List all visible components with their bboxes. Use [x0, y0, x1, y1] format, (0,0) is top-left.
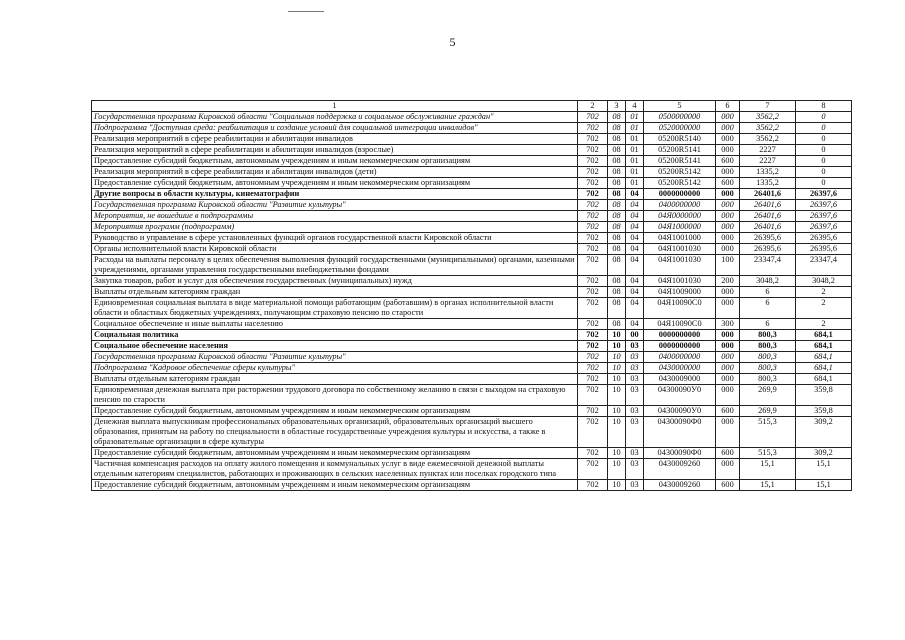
subsection-cell: 03	[626, 448, 644, 459]
expense-type-cell: 600	[716, 156, 740, 167]
amount-2020-cell: 26395,6	[796, 244, 852, 255]
expense-type-cell: 000	[716, 123, 740, 134]
amount-2019-cell: 269,9	[740, 406, 796, 417]
section-cell: 08	[608, 287, 626, 298]
target-article-cell: 0430009260	[644, 459, 716, 480]
table-row	[92, 156, 852, 167]
chapter-cell: 702	[578, 298, 608, 319]
section-cell: 08	[608, 123, 626, 134]
expense-type-cell: 000	[716, 112, 740, 123]
amount-2020-cell: 0	[796, 156, 852, 167]
expense-type-cell: 000	[716, 352, 740, 363]
amount-2020-cell: 26395,6	[796, 233, 852, 244]
table-row	[92, 178, 852, 189]
table-row	[92, 287, 852, 298]
expense-type-cell: 000	[716, 341, 740, 352]
column-header: 4	[626, 101, 644, 112]
subsection-cell: 04	[626, 222, 644, 233]
column-header: 5	[644, 101, 716, 112]
name-cell: Реализация мероприятий в сфере реабилитации и абилитации инвалидов (взрослые)	[92, 145, 578, 156]
chapter-cell: 702	[578, 417, 608, 448]
chapter-cell: 702	[578, 363, 608, 374]
column-header: 8	[796, 101, 852, 112]
target-article-cell: 0500000000	[644, 112, 716, 123]
amount-2020-cell: 0	[796, 134, 852, 145]
expense-type-cell: 000	[716, 222, 740, 233]
target-article-cell: 04300090Ф0	[644, 448, 716, 459]
chapter-cell: 702	[578, 145, 608, 156]
amount-2020-cell: 309,2	[796, 417, 852, 448]
amount-2019-cell: 515,3	[740, 448, 796, 459]
section-cell: 08	[608, 134, 626, 145]
chapter-cell: 702	[578, 211, 608, 222]
expense-type-cell: 000	[716, 233, 740, 244]
chapter-cell: 702	[578, 255, 608, 276]
target-article-cell: 04300090У0	[644, 385, 716, 406]
chapter-cell: 702	[578, 385, 608, 406]
target-article-cell: 05200R5142	[644, 178, 716, 189]
chapter-cell: 702	[578, 156, 608, 167]
expense-type-cell: 000	[716, 134, 740, 145]
subsection-cell: 03	[626, 406, 644, 417]
target-article-cell: 05200R5142	[644, 167, 716, 178]
amount-2020-cell: 2	[796, 319, 852, 330]
chapter-cell: 702	[578, 134, 608, 145]
amount-2019-cell: 800,3	[740, 374, 796, 385]
amount-2020-cell: 26397,6	[796, 222, 852, 233]
chapter-cell: 702	[578, 480, 608, 491]
name-cell: Выплаты отдельным категориям граждан	[92, 287, 578, 298]
subsection-cell: 04	[626, 189, 644, 200]
target-article-cell: 0400000000	[644, 200, 716, 211]
chapter-cell: 702	[578, 406, 608, 417]
amount-2019-cell: 1335,2	[740, 167, 796, 178]
amount-2019-cell: 26395,6	[740, 244, 796, 255]
subsection-cell: 03	[626, 363, 644, 374]
name-cell: Мероприятия программ (подпрограмм)	[92, 222, 578, 233]
name-cell: Социальное обеспечение и иные выплаты населению	[92, 319, 578, 330]
target-article-cell: 0000000000	[644, 341, 716, 352]
expense-type-cell: 600	[716, 448, 740, 459]
amount-2019-cell: 2227	[740, 145, 796, 156]
amount-2019-cell: 800,3	[740, 341, 796, 352]
column-header: 1	[92, 101, 578, 112]
section-cell: 08	[608, 112, 626, 123]
table-row	[92, 200, 852, 211]
chapter-cell: 702	[578, 222, 608, 233]
subsection-cell: 04	[626, 298, 644, 319]
table-row	[92, 448, 852, 459]
chapter-cell: 702	[578, 287, 608, 298]
subsection-cell: 03	[626, 374, 644, 385]
section-cell: 10	[608, 480, 626, 491]
chapter-cell: 702	[578, 448, 608, 459]
subsection-cell: 04	[626, 233, 644, 244]
name-cell: Закупка товаров, работ и услуг для обеспечения государственных (муниципальных) нужд	[92, 276, 578, 287]
subsection-cell: 01	[626, 178, 644, 189]
table-row	[92, 211, 852, 222]
subsection-cell: 01	[626, 145, 644, 156]
table-row	[92, 319, 852, 330]
table-row	[92, 123, 852, 134]
name-cell: Государственная программа Кировской области "Социальная поддержка и социальное обслуживание граждан"	[92, 112, 578, 123]
target-article-cell: 04Я10090С0	[644, 298, 716, 319]
amount-2020-cell: 0	[796, 145, 852, 156]
name-cell: Государственная программа Кировской области "Развитие культуры"	[92, 200, 578, 211]
target-article-cell: 0430009000	[644, 374, 716, 385]
subsection-cell: 00	[626, 330, 644, 341]
amount-2019-cell: 26401,6	[740, 222, 796, 233]
section-cell: 08	[608, 178, 626, 189]
subsection-cell: 04	[626, 276, 644, 287]
expense-type-cell: 000	[716, 459, 740, 480]
expense-type-cell: 000	[716, 363, 740, 374]
target-article-cell: 04Я1001030	[644, 255, 716, 276]
chapter-cell: 702	[578, 330, 608, 341]
name-cell: Другие вопросы в области культуры, кинематографии	[92, 189, 578, 200]
section-cell: 10	[608, 417, 626, 448]
expense-type-cell: 000	[716, 298, 740, 319]
expense-type-cell: 600	[716, 406, 740, 417]
name-cell: Социальная политика	[92, 330, 578, 341]
name-cell: Предоставление субсидий бюджетным, автономным учреждениям и иным некоммерческим организациям	[92, 406, 578, 417]
section-cell: 08	[608, 222, 626, 233]
table-row	[92, 222, 852, 233]
name-cell: Государственная программа Кировской области "Развитие культуры"	[92, 352, 578, 363]
chapter-cell: 702	[578, 200, 608, 211]
section-cell: 10	[608, 385, 626, 406]
table-row	[92, 244, 852, 255]
amount-2020-cell: 2	[796, 287, 852, 298]
expense-type-cell: 600	[716, 480, 740, 491]
amount-2019-cell: 6	[740, 298, 796, 319]
section-cell: 08	[608, 167, 626, 178]
subsection-cell: 03	[626, 352, 644, 363]
expense-type-cell: 000	[716, 417, 740, 448]
amount-2020-cell: 15,1	[796, 459, 852, 480]
amount-2019-cell: 515,3	[740, 417, 796, 448]
table-row	[92, 112, 852, 123]
subsection-cell: 03	[626, 480, 644, 491]
name-cell: Денежная выплата выпускникам профессиональных образовательных организаций, образовательных организаций высшего образования, принятым на работу по специальности в областные государственные учреждения культуры и искусства, а также в образовательные организации в сфере культуры	[92, 417, 578, 448]
table-row	[92, 233, 852, 244]
amount-2019-cell: 3562,2	[740, 123, 796, 134]
name-cell: Выплаты отдельным категориям граждан	[92, 374, 578, 385]
section-cell: 08	[608, 233, 626, 244]
name-cell: Реализация мероприятий в сфере реабилитации и абилитации инвалидов (дети)	[92, 167, 578, 178]
expense-type-cell: 000	[716, 374, 740, 385]
column-header: 7	[740, 101, 796, 112]
amount-2019-cell: 3562,2	[740, 112, 796, 123]
amount-2019-cell: 800,3	[740, 330, 796, 341]
page-number: 5	[449, 35, 456, 49]
chapter-cell: 702	[578, 189, 608, 200]
section-cell: 10	[608, 352, 626, 363]
name-cell: Расходы на выплаты персоналу в целях обеспечения выполнения функций государственными (муниципальными) органами, казенными учреждениями, органами управления государственными внебюджетными фондами	[92, 255, 578, 276]
section-cell: 08	[608, 298, 626, 319]
expense-type-cell: 000	[716, 287, 740, 298]
column-header: 6	[716, 101, 740, 112]
section-cell: 10	[608, 341, 626, 352]
expense-type-cell: 000	[716, 200, 740, 211]
table-row	[92, 298, 852, 319]
subsection-cell: 01	[626, 134, 644, 145]
amount-2019-cell: 6	[740, 319, 796, 330]
chapter-cell: 702	[578, 459, 608, 480]
amount-2020-cell: 684,1	[796, 352, 852, 363]
expense-type-cell: 000	[716, 167, 740, 178]
subsection-cell: 01	[626, 123, 644, 134]
expense-type-cell: 300	[716, 319, 740, 330]
subsection-cell: 01	[626, 112, 644, 123]
name-cell: Органы исполнительной власти Кировской области	[92, 244, 578, 255]
amount-2019-cell: 15,1	[740, 480, 796, 491]
expense-type-cell: 200	[716, 276, 740, 287]
amount-2019-cell: 3048,2	[740, 276, 796, 287]
section-cell: 08	[608, 276, 626, 287]
chapter-cell: 702	[578, 123, 608, 134]
name-cell: Мероприятия, не вошедшие в подпрограммы	[92, 211, 578, 222]
table-row	[92, 341, 852, 352]
table-row	[92, 363, 852, 374]
chapter-cell: 702	[578, 374, 608, 385]
table-row	[92, 374, 852, 385]
target-article-cell: 04Я1009000	[644, 287, 716, 298]
column-number-row	[92, 101, 852, 112]
expense-type-cell: 100	[716, 255, 740, 276]
chapter-cell: 702	[578, 276, 608, 287]
amount-2020-cell: 684,1	[796, 363, 852, 374]
name-cell: Частичная компенсация расходов на оплату жилого помещения и коммунальных услуг в виде ежемесячной денежной выплаты отдельным категориям специалистов, работающих и проживающих в сельских населенных пунктах или поселках городского типа	[92, 459, 578, 480]
amount-2020-cell: 26397,6	[796, 189, 852, 200]
table-body	[92, 112, 852, 491]
subsection-cell: 04	[626, 255, 644, 276]
target-article-cell: 04Я1001030	[644, 244, 716, 255]
subsection-cell: 01	[626, 167, 644, 178]
amount-2020-cell: 309,2	[796, 448, 852, 459]
chapter-cell: 702	[578, 112, 608, 123]
scan-speck	[288, 11, 324, 12]
target-article-cell: 05200R5140	[644, 134, 716, 145]
chapter-cell: 702	[578, 178, 608, 189]
amount-2019-cell: 23347,4	[740, 255, 796, 276]
amount-2019-cell: 800,3	[740, 363, 796, 374]
table-row	[92, 417, 852, 448]
expense-type-cell: 000	[716, 211, 740, 222]
amount-2020-cell: 15,1	[796, 480, 852, 491]
table-row	[92, 385, 852, 406]
amount-2020-cell: 684,1	[796, 341, 852, 352]
amount-2019-cell: 26395,6	[740, 233, 796, 244]
amount-2020-cell: 2	[796, 298, 852, 319]
expense-type-cell: 000	[716, 189, 740, 200]
section-cell: 10	[608, 374, 626, 385]
amount-2020-cell: 359,8	[796, 385, 852, 406]
table-row	[92, 459, 852, 480]
chapter-cell: 702	[578, 167, 608, 178]
amount-2019-cell: 26401,6	[740, 189, 796, 200]
section-cell: 10	[608, 406, 626, 417]
subsection-cell: 03	[626, 459, 644, 480]
table-row	[92, 134, 852, 145]
amount-2020-cell: 26397,6	[796, 211, 852, 222]
amount-2019-cell: 2227	[740, 156, 796, 167]
section-cell: 10	[608, 448, 626, 459]
table-row	[92, 255, 852, 276]
target-article-cell: 04Я10090С0	[644, 319, 716, 330]
section-cell: 08	[608, 255, 626, 276]
name-cell: Предоставление субсидий бюджетным, автономным учреждениям и иным некоммерческим организациям	[92, 156, 578, 167]
chapter-cell: 702	[578, 233, 608, 244]
column-header: 3	[608, 101, 626, 112]
table-row	[92, 189, 852, 200]
amount-2019-cell: 3562,2	[740, 134, 796, 145]
subsection-cell: 01	[626, 156, 644, 167]
chapter-cell: 702	[578, 352, 608, 363]
amount-2020-cell: 684,1	[796, 374, 852, 385]
amount-2019-cell: 800,3	[740, 352, 796, 363]
amount-2020-cell: 684,1	[796, 330, 852, 341]
name-cell: Подпрограмма "Кадровое обеспечение сферы культуры"	[92, 363, 578, 374]
amount-2020-cell: 0	[796, 123, 852, 134]
amount-2020-cell: 0	[796, 167, 852, 178]
section-cell: 08	[608, 156, 626, 167]
subsection-cell: 04	[626, 200, 644, 211]
name-cell: Предоставление субсидий бюджетным, автономным учреждениям и иным некоммерческим организациям	[92, 480, 578, 491]
amount-2019-cell: 269,9	[740, 385, 796, 406]
amount-2020-cell: 26397,6	[796, 200, 852, 211]
section-cell: 08	[608, 200, 626, 211]
section-cell: 10	[608, 363, 626, 374]
budget-table	[91, 100, 852, 491]
target-article-cell: 05200R5141	[644, 145, 716, 156]
target-article-cell: 0000000000	[644, 189, 716, 200]
chapter-cell: 702	[578, 341, 608, 352]
target-article-cell: 04300090У0	[644, 406, 716, 417]
table-row	[92, 406, 852, 417]
subsection-cell: 03	[626, 385, 644, 406]
amount-2020-cell: 23347,4	[796, 255, 852, 276]
section-cell: 08	[608, 211, 626, 222]
table-row	[92, 167, 852, 178]
subsection-cell: 04	[626, 211, 644, 222]
amount-2020-cell: 0	[796, 112, 852, 123]
target-article-cell: 04Я1001000	[644, 233, 716, 244]
subsection-cell: 03	[626, 417, 644, 448]
name-cell: Единовременная денежная выплата при расторжении трудового договора по собственному желанию в связи с выходом на страховую пенсию по старости	[92, 385, 578, 406]
amount-2020-cell: 0	[796, 178, 852, 189]
amount-2020-cell: 359,8	[796, 406, 852, 417]
table-row	[92, 276, 852, 287]
column-header: 2	[578, 101, 608, 112]
target-article-cell: 04Я1000000	[644, 222, 716, 233]
expense-type-cell: 000	[716, 244, 740, 255]
section-cell: 08	[608, 244, 626, 255]
name-cell: Руководство и управление в сфере установленных функций органов государственной власти Кировской области	[92, 233, 578, 244]
name-cell: Единовременная социальная выплата в виде материальной помощи работающим (работавшим) в органах исполнительной власти области и областных бюджетных учреждениях, получающим страховую пенсию по старости	[92, 298, 578, 319]
table-row	[92, 480, 852, 491]
target-article-cell: 04300090Ф0	[644, 417, 716, 448]
expense-type-cell: 000	[716, 145, 740, 156]
subsection-cell: 04	[626, 319, 644, 330]
table-row	[92, 145, 852, 156]
target-article-cell: 0400000000	[644, 352, 716, 363]
chapter-cell: 702	[578, 319, 608, 330]
name-cell: Предоставление субсидий бюджетным, автономным учреждениям и иным некоммерческим организациям	[92, 178, 578, 189]
chapter-cell: 702	[578, 244, 608, 255]
name-cell: Предоставление субсидий бюджетным, автономным учреждениям и иным некоммерческим организациям	[92, 448, 578, 459]
subsection-cell: 04	[626, 287, 644, 298]
table-row	[92, 352, 852, 363]
target-article-cell: 0000000000	[644, 330, 716, 341]
section-cell: 08	[608, 189, 626, 200]
amount-2019-cell: 1335,2	[740, 178, 796, 189]
target-article-cell: 0430009260	[644, 480, 716, 491]
section-cell: 10	[608, 459, 626, 480]
name-cell: Подпрограмма "Доступная среда: реабилитация и создание условий для социальной интеграции инвалидов"	[92, 123, 578, 134]
table-row	[92, 330, 852, 341]
target-article-cell: 04Я0000000	[644, 211, 716, 222]
expense-type-cell: 600	[716, 178, 740, 189]
subsection-cell: 04	[626, 244, 644, 255]
target-article-cell: 0520000000	[644, 123, 716, 134]
target-article-cell: 04Я1001030	[644, 276, 716, 287]
amount-2019-cell: 15,1	[740, 459, 796, 480]
name-cell: Реализация мероприятий в сфере реабилитации и абилитации инвалидов	[92, 134, 578, 145]
section-cell: 08	[608, 319, 626, 330]
name-cell: Социальное обеспечение населения	[92, 341, 578, 352]
expense-type-cell: 000	[716, 330, 740, 341]
amount-2020-cell: 3048,2	[796, 276, 852, 287]
amount-2019-cell: 26401,6	[740, 211, 796, 222]
target-article-cell: 05200R5141	[644, 156, 716, 167]
amount-2019-cell: 6	[740, 287, 796, 298]
section-cell: 10	[608, 330, 626, 341]
subsection-cell: 03	[626, 341, 644, 352]
target-article-cell: 0430000000	[644, 363, 716, 374]
expense-type-cell: 000	[716, 385, 740, 406]
section-cell: 08	[608, 145, 626, 156]
amount-2019-cell: 26401,6	[740, 200, 796, 211]
